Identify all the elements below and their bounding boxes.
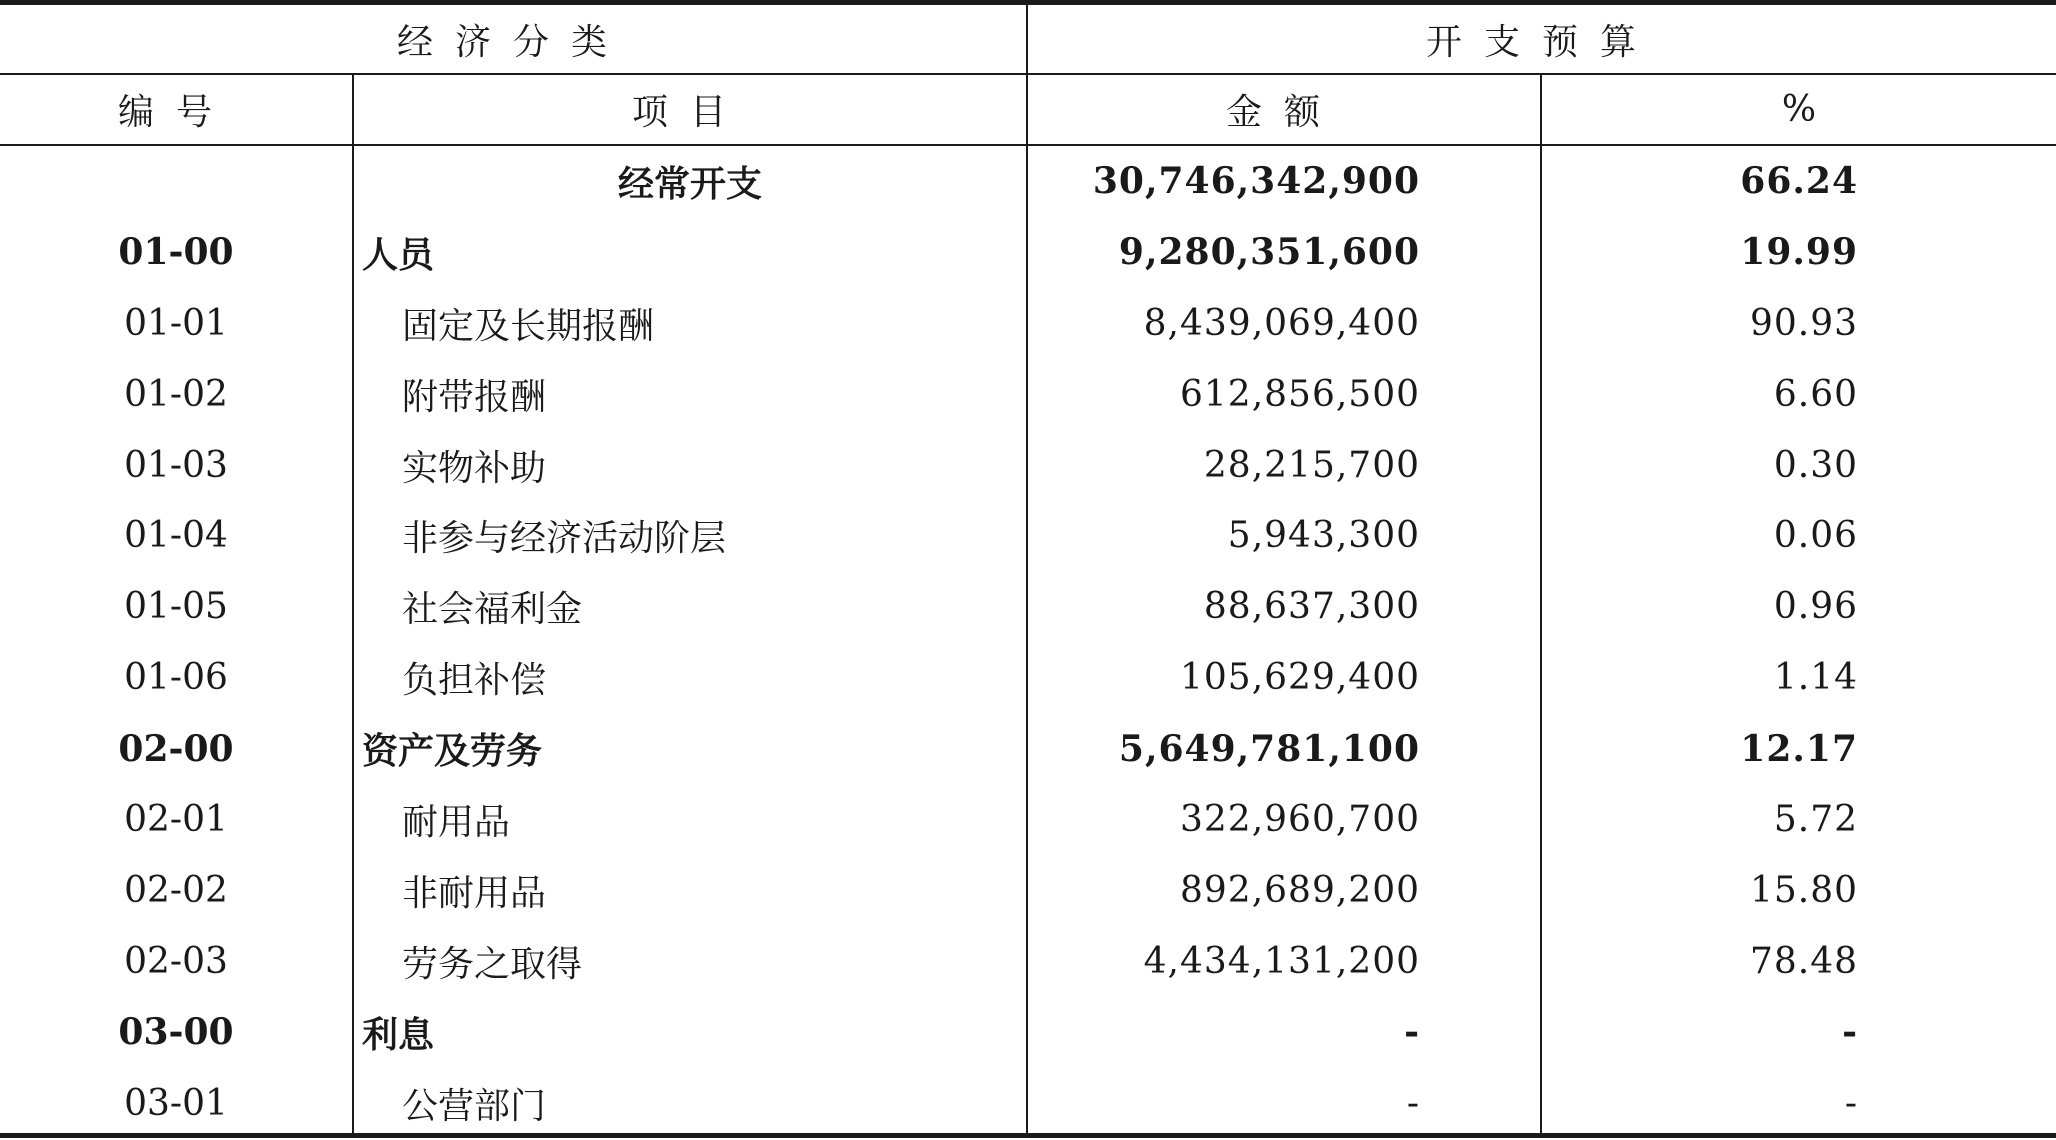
row-item: 经常开支 [353, 145, 1027, 217]
header-code: 编号 [0, 74, 353, 145]
row-code: 03-00 [118, 1011, 234, 1054]
row-percent: 19.99 [1541, 217, 2056, 288]
row-item: 耐用品 [353, 784, 1027, 855]
row-code: 03-01 [124, 1082, 228, 1124]
row-amount: - [1027, 1068, 1541, 1139]
row-code: 01-05 [124, 586, 228, 628]
row-amount: 9,280,351,600 [1027, 217, 1541, 288]
row-percent: 0.06 [1541, 500, 2056, 571]
table-row [0, 430, 2056, 501]
row-amount: - [1027, 997, 1541, 1068]
row-percent: 78.48 [1541, 926, 2056, 997]
table-row [0, 217, 2056, 288]
row-code: 02-03 [124, 940, 228, 982]
row-item: 负担补偿 [353, 642, 1027, 713]
budget-table [0, 5, 2056, 1138]
row-code [0, 145, 353, 217]
row-amount: 4,434,131,200 [1027, 926, 1541, 997]
row-percent: - [1541, 997, 2056, 1068]
row-amount: 322,960,700 [1027, 784, 1541, 855]
row-item: 人员 [353, 217, 1027, 288]
row-amount: 892,689,200 [1027, 855, 1541, 926]
row-amount: 88,637,300 [1027, 571, 1541, 642]
row-code: 02-00 [118, 727, 234, 770]
row-code: 01-02 [124, 373, 228, 415]
row-percent: 90.93 [1541, 288, 2056, 359]
row-percent: 6.60 [1541, 359, 2056, 430]
row-percent: 0.96 [1541, 571, 2056, 642]
header-item: 项目 [353, 74, 1027, 145]
row-amount: 105,629,400 [1027, 642, 1541, 713]
row-item: 实物补助 [353, 430, 1027, 501]
row-amount: 8,439,069,400 [1027, 288, 1541, 359]
header-amount: 金额 [1027, 74, 1541, 145]
row-code: 02-01 [124, 798, 228, 840]
row-percent: 0.30 [1541, 430, 2056, 501]
header-percent: % [1541, 74, 2056, 145]
row-item: 固定及长期报酬 [353, 288, 1027, 359]
table-row [0, 571, 2056, 642]
row-amount: 28,215,700 [1027, 430, 1541, 501]
row-code: 01-01 [124, 302, 228, 344]
row-amount: 30,746,342,900 [1027, 145, 1541, 217]
row-percent: 15.80 [1541, 855, 2056, 926]
row-amount: 5,649,781,100 [1027, 713, 1541, 784]
row-percent: - [1541, 1068, 2056, 1139]
table-row [0, 288, 2056, 359]
row-code: 01-04 [124, 515, 228, 557]
table-row [0, 642, 2056, 713]
bottom-rule [0, 1133, 2056, 1138]
row-item: 资产及劳务 [353, 713, 1027, 784]
header-row-columns [0, 74, 2056, 145]
table-row [0, 500, 2056, 571]
row-amount: 5,943,300 [1027, 500, 1541, 571]
row-item: 非耐用品 [353, 855, 1027, 926]
row-code: 01-03 [124, 444, 228, 486]
row-item: 附带报酬 [353, 359, 1027, 430]
row-code: 01-06 [124, 657, 228, 699]
header-row-group [0, 5, 2056, 74]
row-item: 社会福利金 [353, 571, 1027, 642]
row-amount: 612,856,500 [1027, 359, 1541, 430]
table-row [0, 784, 2056, 855]
header-economic-classification: 经济分类 [0, 5, 1027, 74]
row-percent: 12.17 [1541, 713, 2056, 784]
row-item: 公营部门 [353, 1068, 1027, 1139]
table-row [0, 713, 2056, 784]
row-code: 01-00 [118, 231, 234, 274]
row-item: 利息 [353, 997, 1027, 1068]
row-percent: 5.72 [1541, 784, 2056, 855]
table-row [0, 359, 2056, 430]
table-row [0, 1068, 2056, 1139]
table-row [0, 997, 2056, 1068]
row-percent: 66.24 [1541, 145, 2056, 217]
row-item: 劳务之取得 [353, 926, 1027, 997]
row-code: 02-02 [124, 869, 228, 911]
table-row [0, 855, 2056, 926]
table-row [0, 145, 2056, 217]
table-row [0, 926, 2056, 997]
row-percent: 1.14 [1541, 642, 2056, 713]
row-item: 非参与经济活动阶层 [353, 500, 1027, 571]
header-expenditure-budget: 开支预算 [1027, 5, 2056, 74]
